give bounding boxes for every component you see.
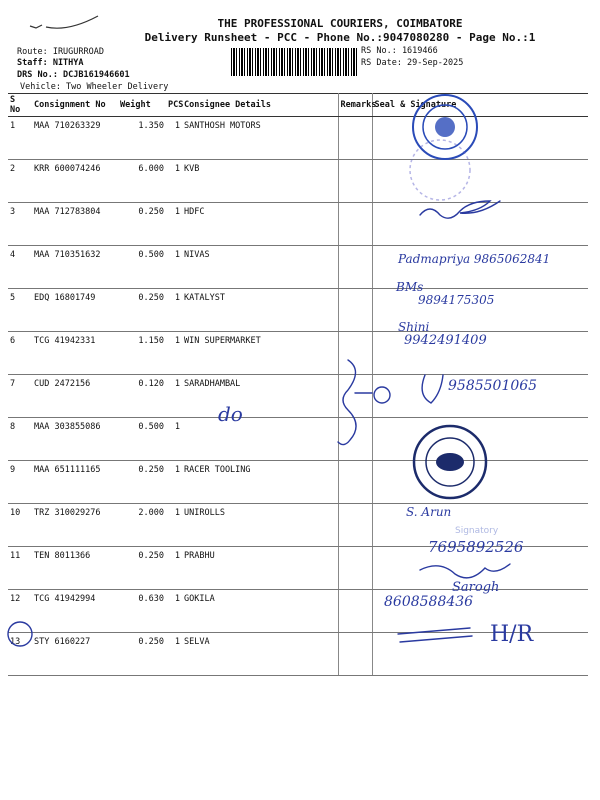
handwriting-row4: Padmapriya 9865062841 <box>398 252 551 266</box>
rs-date: RS Date: 29-Sep-2025 <box>361 58 464 68</box>
route-text: Route: IRUGURROAD <box>17 47 104 57</box>
weight-cell: 2.000 <box>118 504 166 547</box>
handwriting-row6-name: Shini <box>398 320 430 334</box>
remarks-cell <box>338 633 372 676</box>
consignment-cell: TEN 8011366 <box>32 547 118 590</box>
col-remarks: Remarks <box>338 94 372 117</box>
remarks-cell <box>338 289 372 332</box>
handwriting-row6-phone: 9942491409 <box>404 333 487 348</box>
signature-cell <box>372 203 588 246</box>
pcs-cell: 1 <box>166 203 182 246</box>
pen-scribble-mark <box>28 12 103 34</box>
sno-cell: 8 <box>8 418 32 461</box>
handwriting-row12-name: Sarogh <box>452 580 500 595</box>
consignee-cell: WIN SUPERMARKET <box>182 332 338 375</box>
sno-cell: 3 <box>8 203 32 246</box>
pcs-cell: 1 <box>166 160 182 203</box>
pcs-cell: 1 <box>166 504 182 547</box>
staff-text: Staff: NITHYA <box>17 58 84 68</box>
weight-cell: 0.500 <box>118 418 166 461</box>
pcs-cell: 1 <box>166 418 182 461</box>
sno-cell: 4 <box>8 246 32 289</box>
drs-number: DRS No.: DCJB161946601 <box>17 70 130 80</box>
sno-cell: 10 <box>8 504 32 547</box>
sno-cell: 2 <box>8 160 32 203</box>
faint-signatory-text: Signatory <box>455 526 499 536</box>
consignment-cell: MAA 651111165 <box>32 461 118 504</box>
col-consignment: Consignment No <box>32 94 118 117</box>
handwriting-row10: S. Arun <box>406 505 452 519</box>
company-title: THE PROFESSIONAL COURIERS, COIMBATORE <box>217 17 463 30</box>
table-row <box>8 160 588 203</box>
consignment-cell: EDQ 16801749 <box>32 289 118 332</box>
sno-cell: 12 <box>8 590 32 633</box>
remarks-cell <box>338 418 372 461</box>
sno-cell: 6 <box>8 332 32 375</box>
pcs-cell: 1 <box>166 375 182 418</box>
consignee-cell: PRABHU <box>182 547 338 590</box>
remarks-cell <box>338 504 372 547</box>
weight-cell: 0.250 <box>118 461 166 504</box>
remarks-cell <box>338 203 372 246</box>
pcs-cell: 1 <box>166 117 182 160</box>
table-header-row <box>8 94 588 117</box>
weight-cell: 0.250 <box>118 203 166 246</box>
signature-cell <box>372 160 588 203</box>
weight-cell: 0.120 <box>118 375 166 418</box>
col-pcs: PCS <box>166 94 182 117</box>
consignee-cell: SARADHAMBAL <box>182 375 338 418</box>
remarks-cell <box>338 590 372 633</box>
table-row <box>8 461 588 504</box>
sno-cell: 1 <box>8 117 32 160</box>
consignment-cell: TCG 41942331 <box>32 332 118 375</box>
handwriting-row5-name: BMs <box>396 280 424 294</box>
weight-cell: 1.150 <box>118 332 166 375</box>
sno-cell: 13 <box>8 633 32 676</box>
table-row <box>8 418 588 461</box>
consignee-cell: KATALYST <box>182 289 338 332</box>
remarks-cell <box>338 117 372 160</box>
weight-cell: 0.250 <box>118 289 166 332</box>
handwriting-row5-phone: 9894175305 <box>418 293 495 307</box>
sno-cell: 9 <box>8 461 32 504</box>
consignee-cell: HDFC <box>182 203 338 246</box>
consignee-cell: KVB <box>182 160 338 203</box>
signature-cell <box>372 461 588 504</box>
pcs-cell: 1 <box>166 332 182 375</box>
pcs-cell: 1 <box>166 289 182 332</box>
weight-cell: 0.250 <box>118 547 166 590</box>
consignee-cell: RACER TOOLING <box>182 461 338 504</box>
sno-cell: 5 <box>8 289 32 332</box>
handwriting-row12-phone: 8608588436 <box>384 594 474 610</box>
table-row <box>8 203 588 246</box>
remarks-cell <box>338 160 372 203</box>
barcode <box>231 48 358 76</box>
pcs-cell: 1 <box>166 461 182 504</box>
consignment-cell: TCG 41942994 <box>32 590 118 633</box>
pcs-cell: 1 <box>166 590 182 633</box>
handwriting-row8-ditto: do <box>218 402 243 426</box>
signature-cell <box>372 418 588 461</box>
consignment-cell: MAA 712783804 <box>32 203 118 246</box>
signature-cell <box>372 633 588 676</box>
consignment-cell: KRR 600074246 <box>32 160 118 203</box>
consignment-cell: MAA 303855086 <box>32 418 118 461</box>
consignee-cell: SANTHOSH MOTORS <box>182 117 338 160</box>
weight-cell: 0.500 <box>118 246 166 289</box>
consignee-cell: GOKILA <box>182 590 338 633</box>
col-sno: S No <box>8 94 32 117</box>
col-seal-signature: Seal & Signature <box>372 94 588 117</box>
pcs-cell: 1 <box>166 246 182 289</box>
handwriting-row7-phone: 9585501065 <box>448 378 538 394</box>
remarks-cell <box>338 332 372 375</box>
consignee-cell <box>182 418 338 461</box>
consignment-cell: TRZ 310029276 <box>32 504 118 547</box>
runsheet-subtitle: Delivery Runsheet - PCC - Phone No.:9047080280 - Page No.:1 <box>144 31 536 44</box>
vehicle-text: Vehicle: Two Wheeler Delivery <box>20 82 169 92</box>
table-row <box>8 117 588 160</box>
signature-cell <box>372 117 588 160</box>
handwriting-row13: H/R <box>490 622 534 647</box>
sno-cell: 11 <box>8 547 32 590</box>
sno-cell: 7 <box>8 375 32 418</box>
col-weight: Weight <box>118 94 166 117</box>
rs-number: RS No.: 1619466 <box>361 46 438 56</box>
table-row <box>8 289 588 332</box>
weight-cell: 6.000 <box>118 160 166 203</box>
consignment-cell: MAA 710263329 <box>32 117 118 160</box>
remarks-cell <box>338 246 372 289</box>
weight-cell: 1.350 <box>118 117 166 160</box>
remarks-cell <box>338 375 372 418</box>
pcs-cell: 1 <box>166 547 182 590</box>
consignment-cell: MAA 710351632 <box>32 246 118 289</box>
pcs-cell: 1 <box>166 633 182 676</box>
remarks-cell <box>338 461 372 504</box>
col-consignee: Consignee Details <box>182 94 338 117</box>
consignment-cell: CUD 2472156 <box>32 375 118 418</box>
consignee-cell: SELVA <box>182 633 338 676</box>
consignee-cell: UNIROLLS <box>182 504 338 547</box>
weight-cell: 0.630 <box>118 590 166 633</box>
remarks-cell <box>338 547 372 590</box>
consignment-cell: STY 6160227 <box>32 633 118 676</box>
consignee-cell: NIVAS <box>182 246 338 289</box>
handwriting-row11-phone: 7695892526 <box>428 538 524 556</box>
weight-cell: 0.250 <box>118 633 166 676</box>
table-row <box>8 332 588 375</box>
